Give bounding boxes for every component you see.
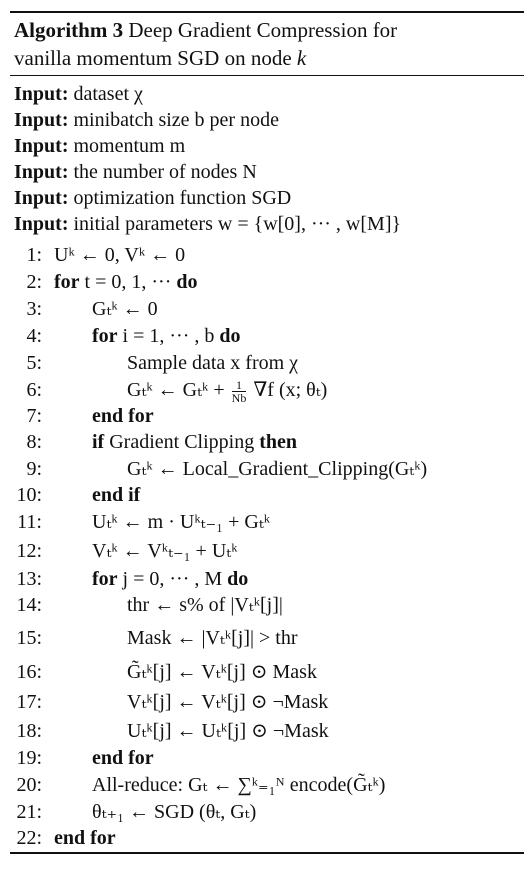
line-number: 19: <box>16 747 42 769</box>
title-rule <box>10 75 524 76</box>
line-number: 12: <box>16 540 42 562</box>
line-number: 17: <box>16 691 42 713</box>
input-line: Input: momentum m <box>14 135 186 157</box>
line-number: 10: <box>16 484 42 506</box>
algorithm-title <box>14 16 528 72</box>
line-number: 1: <box>26 244 42 266</box>
input-line: Input: initial parameters w = {w[0], ··· , w[M]} <box>14 213 402 235</box>
line-number: 3: <box>26 298 42 320</box>
algorithm-title-line2: vanilla momentum SGD on node <box>14 46 297 70</box>
line-number: 18: <box>16 720 42 742</box>
line-number: 14: <box>16 594 42 616</box>
line-number: 21: <box>16 801 42 823</box>
algorithm-title-rest: Deep Gradient Compression for <box>128 18 398 42</box>
line-number: 4: <box>26 325 42 347</box>
line-number: 11: <box>17 511 42 533</box>
line-number: 22: <box>16 827 42 849</box>
line-number: 8: <box>26 431 42 453</box>
input-line: Input: minibatch size b per node <box>14 109 279 131</box>
algorithm-label: Algorithm 3 <box>14 18 124 42</box>
line-number: 7: <box>26 405 42 427</box>
bottom-rule <box>10 852 524 854</box>
fraction: $\frac{1}{Nb}$ <box>231 377 247 405</box>
line-number: 5: <box>26 352 42 374</box>
line-number: 15: <box>16 627 42 649</box>
input-line: Input: the number of nodes N <box>14 161 257 183</box>
line-number: 2: <box>26 271 42 293</box>
node-variable: k <box>296 46 307 70</box>
line-number: 13: <box>16 568 42 590</box>
line-number: 16: <box>16 661 42 683</box>
line-number: 9: <box>26 458 42 480</box>
line-number: 6: <box>26 379 42 401</box>
top-rule <box>10 11 524 13</box>
input-line: Input: dataset χ <box>14 83 143 105</box>
line-number: 20: <box>16 774 42 796</box>
input-line: Input: optimization function SGD <box>14 187 292 209</box>
